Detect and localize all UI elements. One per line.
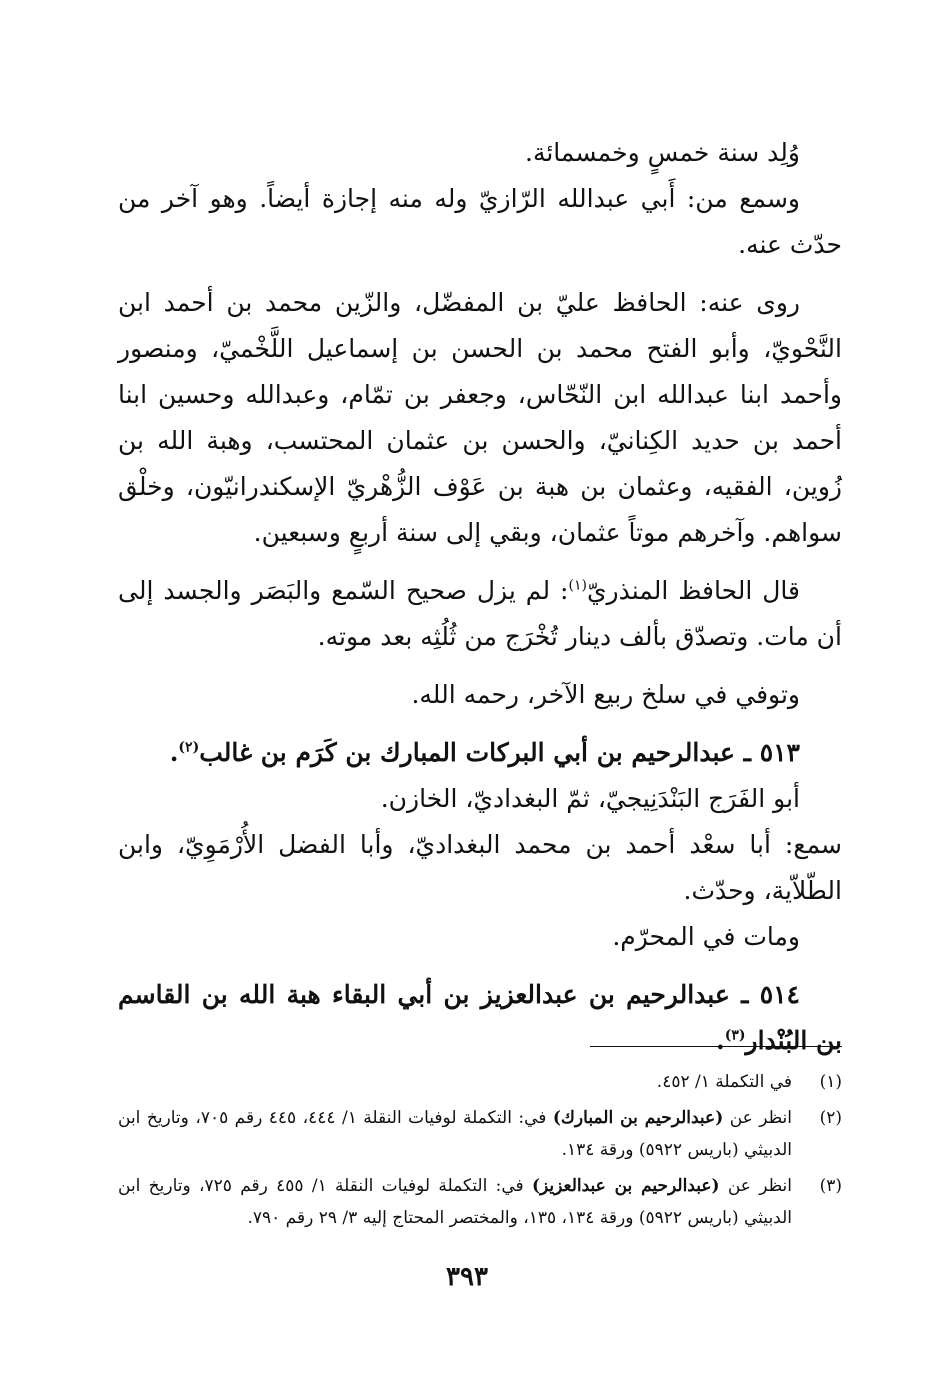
entry-514-end: . [716, 1026, 725, 1055]
footnote-text: في التكملة ١/ ٤٥٢. [656, 1072, 792, 1092]
footnote-ref-2[interactable]: (٢) [178, 739, 200, 756]
quote-intro: قال الحافظ المنذريّ [586, 576, 800, 605]
page-number: ٣٩٣ [446, 1262, 488, 1292]
footnote-prefix: انظر عن [727, 1176, 792, 1196]
footnote-number: (١) [819, 1072, 842, 1092]
entry-513-end: . [169, 738, 179, 767]
main-text [118, 130, 842, 1064]
footnotes [118, 1066, 842, 1238]
footnote-number: (٢) [819, 1108, 842, 1128]
paragraph-mundhiri-quote [118, 568, 842, 660]
footnote-citation: في: التكملة لوفيات النقلة ١/ ٤٤٤، ٤٤٥ رقم ٧٠٥، وتاريخ ابن الدبيثي (باريس ٥٩٢٢) ورقة ١٣٤. [118, 1108, 792, 1160]
quote-body: : لم يزل صحيح السّمع والبَصَر والجسد إلى أن مات. وتصدّق بألف دينار تُخْرَج من ثُلُثِه بعد موته. [118, 576, 842, 651]
footnote-ref-3[interactable]: (٣) [724, 1027, 746, 1044]
entry-513-death: ومات في المحرّم. [612, 922, 800, 951]
paragraph-narrators: روى عنه: الحافظ عليّ بن المفضّل، والزّين محمد بن أحمد ابن النَّحْويّ، وأبو الفتح محمد بن الحسن بن إسماعيل اللَّخْميّ، ومنصور وأحمد ابنا عبدالله ابن النّحّاس، وجعفر بن تمّام، وعبدالله وحسين ابنا أحمد بن حديد الكِنانيّ، والحسن بن عثمان المحتسب، وهبة الله بن زُوين، الفقيه، وعثمان بن هبة بن عَوْف الزُّهْريّ الإسكندرانيّون، وخلْق سواهم. وآخرهم موتاً عثمان، وبقي إلى سنة أربعٍ وسبعين. [118, 288, 842, 547]
footnote-divider [590, 1046, 842, 1047]
footnote-number: (٣) [819, 1176, 842, 1196]
footnote-ref-1[interactable]: (١) [568, 577, 587, 594]
footnote-subject: (عبدالرحيم بن المبارك) [552, 1108, 724, 1128]
footnote-text [118, 1102, 792, 1166]
entry-513-kunya: أبو الفَرَج البَنْدَنِيجيّ، ثمّ البغداديّ، الخازن. [380, 784, 800, 813]
entry-514-title: ٥١٤ ـ عبدالرحيم بن عبدالعزيز بن أبي البقاء هبة الله بن القاسم بن البُنْدار [118, 980, 842, 1055]
entry-513-title: ٥١٣ ـ عبدالرحيم بن أبي البركات المبارك بن كَرَم بن غالب [199, 738, 800, 767]
paragraph-death: وتوفي في سلخ ربيع الآخر، رحمه الله. [411, 680, 800, 709]
paragraph-birth: وُلِد سنة خمسٍ وخمسمائة. [525, 138, 800, 167]
footnote-subject: (عبدالرحيم بن عبدالعزيز) [531, 1176, 720, 1196]
footnote-text [118, 1170, 792, 1234]
entry-513-heard: سمع: أبا سعْد أحمد بن محمد البغداديّ، وأبا الفضل الأُرْمَوِيّ، وابن الطّلاّية، وحدّث. [118, 830, 842, 905]
footnote-1 [118, 1066, 842, 1098]
entry-514-heading [118, 972, 842, 1064]
entry-513-heading [118, 730, 842, 776]
footnote-citation: في: التكملة لوفيات النقلة ١/ ٤٥٥ رقم ٧٢٥، وتاريخ ابن الدبيثي (باريس ٥٩٢٢) ورقة ١٣٤، ١٣٥، والمختصر المحتاج إليه ٣/ ٢٩ رقم ٧٩٠. [118, 1176, 792, 1228]
footnote-prefix: انظر عن [729, 1108, 793, 1128]
paragraph-heard-from: وسمع من: أَبي عبدالله الرّازيّ وله منه إجازة أيضاً. وهو آخر من حدّث عنه. [118, 184, 842, 259]
footnote-3 [118, 1170, 842, 1234]
footnote-2 [118, 1102, 842, 1166]
